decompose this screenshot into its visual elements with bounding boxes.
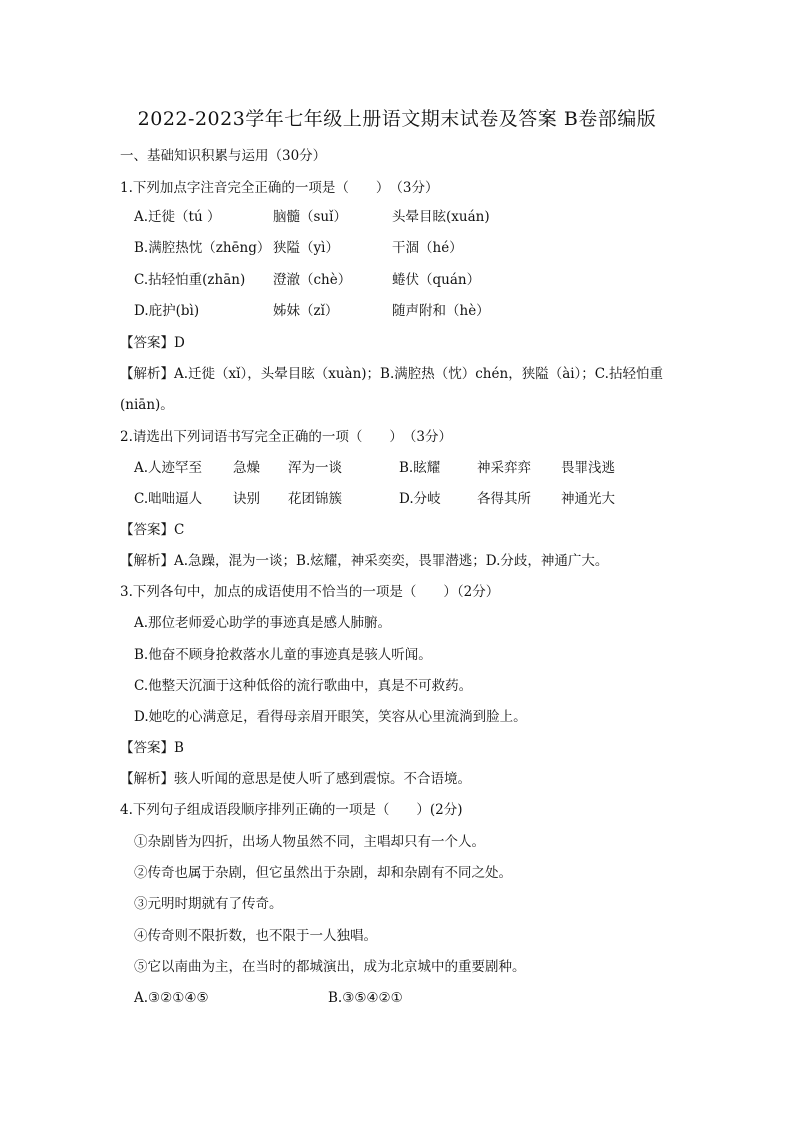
q4-sentence-2: ②传奇也属于杂剧，但它虽然出于杂剧，却和杂剧有不同之处。 (134, 865, 512, 881)
q3-option-a: A.那位老师爱心助学的事迹真是感人肺腑。 (134, 615, 392, 631)
q1-option-c-word3: 蜷伏（quán） (392, 272, 481, 288)
q2-answer: 【答案】C (120, 522, 185, 538)
q3-option-c: C.他整天沉湎于这种低俗的流行歌曲中，真是不可救药。 (134, 678, 473, 694)
question-2-stem: 2.请选出下列词语书写完全正确的一项（ ） （3分） (120, 429, 452, 445)
q4-sentence-5: ⑤它以南曲为主，在当时的都城演出，成为北京城中的重要剧种。 (134, 959, 526, 975)
section-heading: 一、基础知识积累与运用（30分） (120, 148, 327, 164)
q2-analysis: 【解析】A.急躁，混为一谈；B.炫耀，神采奕奕，畏罪潜逃；D.分歧，神通广大。 (120, 553, 609, 569)
q4-sentence-1: ①杂剧皆为四折，出场人物虽然不同，主唱却只有一个人。 (134, 834, 485, 850)
question-4-stem: 4.下列句子组成语段顺序排列正确的一项是（ ）(2分) (120, 802, 463, 818)
q2-option-d-word3: 神通光大 (561, 491, 615, 507)
q1-option-d-word3: 随声附和（hè） (392, 303, 490, 319)
q3-option-b: B.他奋不顾身抢救落水儿童的事迹真是骇人听闻。 (134, 647, 432, 663)
q3-answer: 【答案】B (120, 740, 184, 756)
q4-option-b: B.③⑤④②① (328, 990, 403, 1006)
question-1-stem: 1.下列加点字注音完全正确的一项是（ ） （3分） (120, 180, 439, 196)
q3-analysis: 【解析】骇人听闻的意思是使人听了感到震惊。不合语境。 (120, 771, 471, 787)
q1-analysis-continued: (niān)。 (120, 397, 174, 413)
page-title: 2022-2023学年七年级上册语文期末试卷及答案 B卷部编版 (137, 108, 657, 130)
q1-option-d-word2: 姊妹（zǐ） (273, 303, 339, 319)
q2-option-c-word2: 诀别 (233, 491, 260, 507)
q3-option-d: D.她吃的心满意足，看得母亲眉开眼笑，笑容从心里流淌到脸上。 (134, 709, 527, 725)
q1-option-d-word1: D.庇护(bì) (134, 303, 200, 319)
question-3-stem: 3.下列各句中，加点的成语使用不恰当的一项是（ ）（2分） (120, 584, 500, 600)
q2-option-b-word1: B.眩耀 (399, 460, 441, 476)
q2-option-c-word1: C.咄咄逼人 (134, 491, 203, 507)
q4-sentence-4: ④传奇则不限折数，也不限于一人独唱。 (134, 928, 377, 944)
q1-option-b-word3: 干涸（hé） (392, 240, 463, 256)
q2-option-c-word3: 花团锦簇 (288, 491, 342, 507)
q1-option-c-word1: C.拈轻怕重(zhān) (134, 272, 246, 288)
q1-answer: 【答案】D (120, 335, 185, 351)
q4-option-a: A.③②①④⑤ (134, 990, 209, 1006)
q2-option-a-word3: 浑为一谈 (288, 460, 342, 476)
q1-option-b-word2: 狭隘（yì） (273, 240, 339, 256)
q1-option-a-word3: 头晕目眩(xuán) (392, 209, 490, 225)
q1-option-b-word1: B.满腔热忱（zhēng） (134, 240, 271, 256)
q2-option-b-word2: 神采弈弈 (477, 460, 531, 476)
q2-option-d-word2: 各得其所 (477, 491, 531, 507)
q2-option-d-word1: D.分岐 (399, 491, 441, 507)
q1-option-c-word2: 澄澈（chè） (273, 272, 352, 288)
q2-option-a-word2: 急燥 (233, 460, 260, 476)
q1-option-a-word1: A.迁徙（tú ） (134, 209, 221, 225)
q2-option-a-word1: A.人迹罕至 (134, 460, 203, 476)
q1-option-a-word2: 脑髓（suǐ） (273, 209, 347, 225)
q1-analysis: 【解析】A.迁徙（xǐ），头晕目眩（xuàn)；B.满腔热（忱）chén，狭隘（ài）；C.拈轻怕重 (120, 366, 663, 382)
q2-option-b-word3: 畏罪浅逃 (561, 460, 615, 476)
q4-sentence-3: ③元明时期就有了传奇。 (134, 896, 283, 912)
